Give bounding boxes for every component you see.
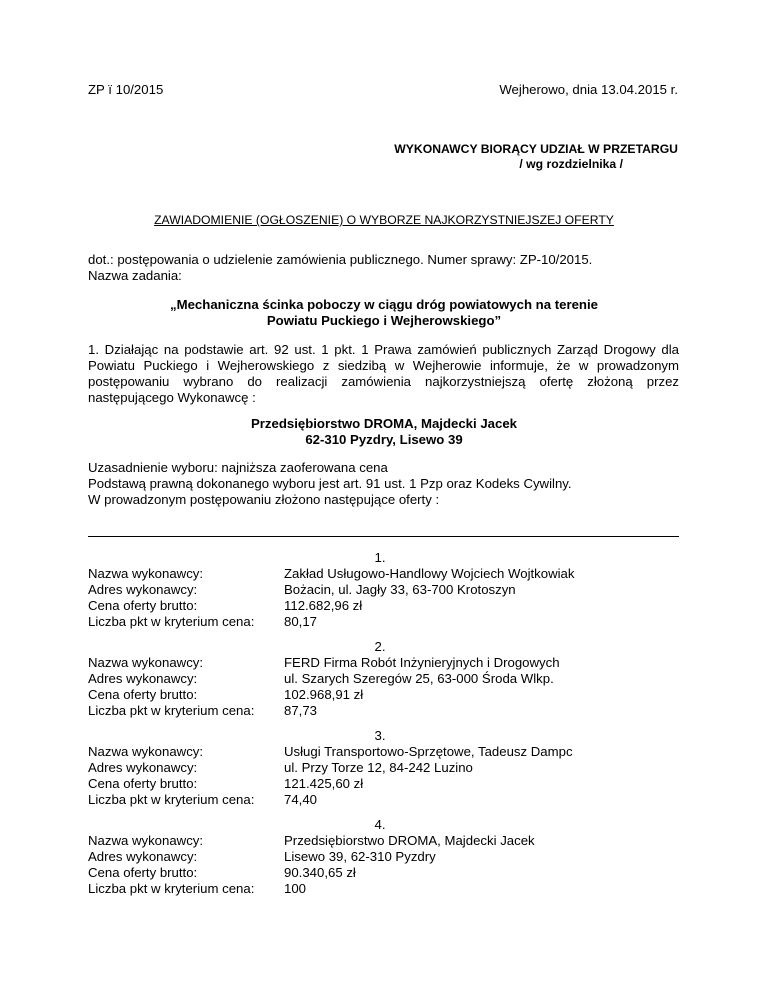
task-name-label: Nazwa zadania: [88, 268, 182, 283]
subject-line: dot.: postępowania o udzielenie zamówienia publicznego. Numer sprawy: ZP-10/2015. [88, 252, 593, 267]
justification-line: Uzasadnienie wyboru: najniższa zaoferowana cena [88, 460, 388, 475]
bidder-address: ul. Przy Torze 12, 84-242 Luzino [284, 760, 473, 775]
task-name-line2: Powiatu Puckiego i Wejherowskiego” [266, 313, 502, 328]
legal-basis-line: Podstawą prawną dokonanego wyboru jest art. 91 ust. 1 Pzp oraz Kodeks Cywilny. [88, 476, 572, 491]
bid-number: 2. [374, 639, 386, 654]
bid-entry [88, 639, 679, 727]
bid-entry [88, 728, 679, 816]
bid-number: 3. [374, 728, 386, 743]
bid-price: 121.425,60 zł [284, 776, 364, 791]
bid-entry [88, 817, 679, 905]
bid-points: 74,40 [284, 792, 318, 807]
case-reference: ZP ï 10/2015 [88, 82, 164, 97]
task-name-line1: „Mechaniczna ścinka poboczy w ciągu dróg powiatowych na terenie [170, 297, 598, 312]
label-address: Adres wykonawcy: [88, 849, 198, 864]
bidder-name: Zakład Usługowo-Handlowy Wojciech Wojtkowiak [284, 566, 575, 581]
bidder-name: Usługi Transportowo-Sprzętowe, Tadeusz Dampc [284, 744, 573, 759]
bidder-address: Lisewo 39, 62-310 Pyzdry [284, 849, 436, 864]
label-name: Nazwa wykonawcy: [88, 655, 204, 670]
label-points: Liczba pkt w kryterium cena: [88, 614, 255, 629]
label-price: Cena oferty brutto: [88, 865, 198, 880]
label-points: Liczba pkt w kryterium cena: [88, 703, 255, 718]
label-price: Cena oferty brutto: [88, 776, 198, 791]
label-name: Nazwa wykonawcy: [88, 744, 204, 759]
addressee-distribution: / wg rozdzielnika / [519, 157, 623, 171]
bid-price: 102.968,91 zł [284, 687, 364, 702]
bid-entry [88, 550, 679, 638]
notice-title-text: ZAWIADOMIENIE (OGŁOSZENIE) O WYBORZE NAJKORZYSTNIEJSZEJ OFERTY [154, 213, 614, 227]
winner-address: 62-310 Pyzdry, Lisewo 39 [305, 432, 463, 447]
label-price: Cena oferty brutto: [88, 598, 198, 613]
place-and-date: Wejherowo, dnia 13.04.2015 r. [499, 82, 678, 97]
label-points: Liczba pkt w kryterium cena: [88, 792, 255, 807]
label-points: Liczba pkt w kryterium cena: [88, 881, 255, 896]
label-price: Cena oferty brutto: [88, 687, 198, 702]
bid-points: 80,17 [284, 614, 318, 629]
bid-number: 4. [374, 817, 386, 832]
notice-title [0, 212, 768, 228]
decision-paragraph: 1. Działając na podstawie art. 92 ust. 1 pkt. 1 Prawa zamówień publicznych Zarząd Drogowy dla Powiatu Puckiego i Wejherowskiego z siedzibą w Wejherowie informuje, że w prowadzonym postępowaniu wybrano do realizacji zamówienia najkorzystniejszą ofertę złożoną przez następującego Wykonawcę : [88, 342, 679, 405]
bidder-address: ul. Szarych Szeregów 25, 63-000 Środa Wlkp. [284, 671, 554, 686]
label-address: Adres wykonawcy: [88, 760, 198, 775]
label-address: Adres wykonawcy: [88, 671, 198, 686]
bid-points: 87,73 [284, 703, 318, 718]
bidder-name: Przedsiębiorstwo DROMA, Majdecki Jacek [284, 833, 535, 848]
addressee-title: WYKONAWCY BIORĄCY UDZIAŁ W PRZETARGU [394, 142, 678, 156]
bidder-name: FERD Firma Robót Inżynieryjnych i Drogowych [284, 655, 560, 670]
bid-points: 100 [284, 881, 307, 896]
bid-price: 112.682,96 zł [284, 598, 363, 613]
bid-price: 90.340,65 zł [284, 865, 356, 880]
offers-intro-line: W prowadzonym postępowaniu złożono następujące oferty : [88, 492, 440, 507]
bidder-address: Bożacin, ul. Jagły 33, 63-700 Krotoszyn [284, 582, 516, 597]
label-name: Nazwa wykonawcy: [88, 566, 204, 581]
bid-number: 1. [374, 550, 386, 565]
label-address: Adres wykonawcy: [88, 582, 198, 597]
divider [88, 536, 679, 537]
winner-name: Przedsiębiorstwo DROMA, Majdecki Jacek [250, 416, 518, 431]
label-name: Nazwa wykonawcy: [88, 833, 204, 848]
